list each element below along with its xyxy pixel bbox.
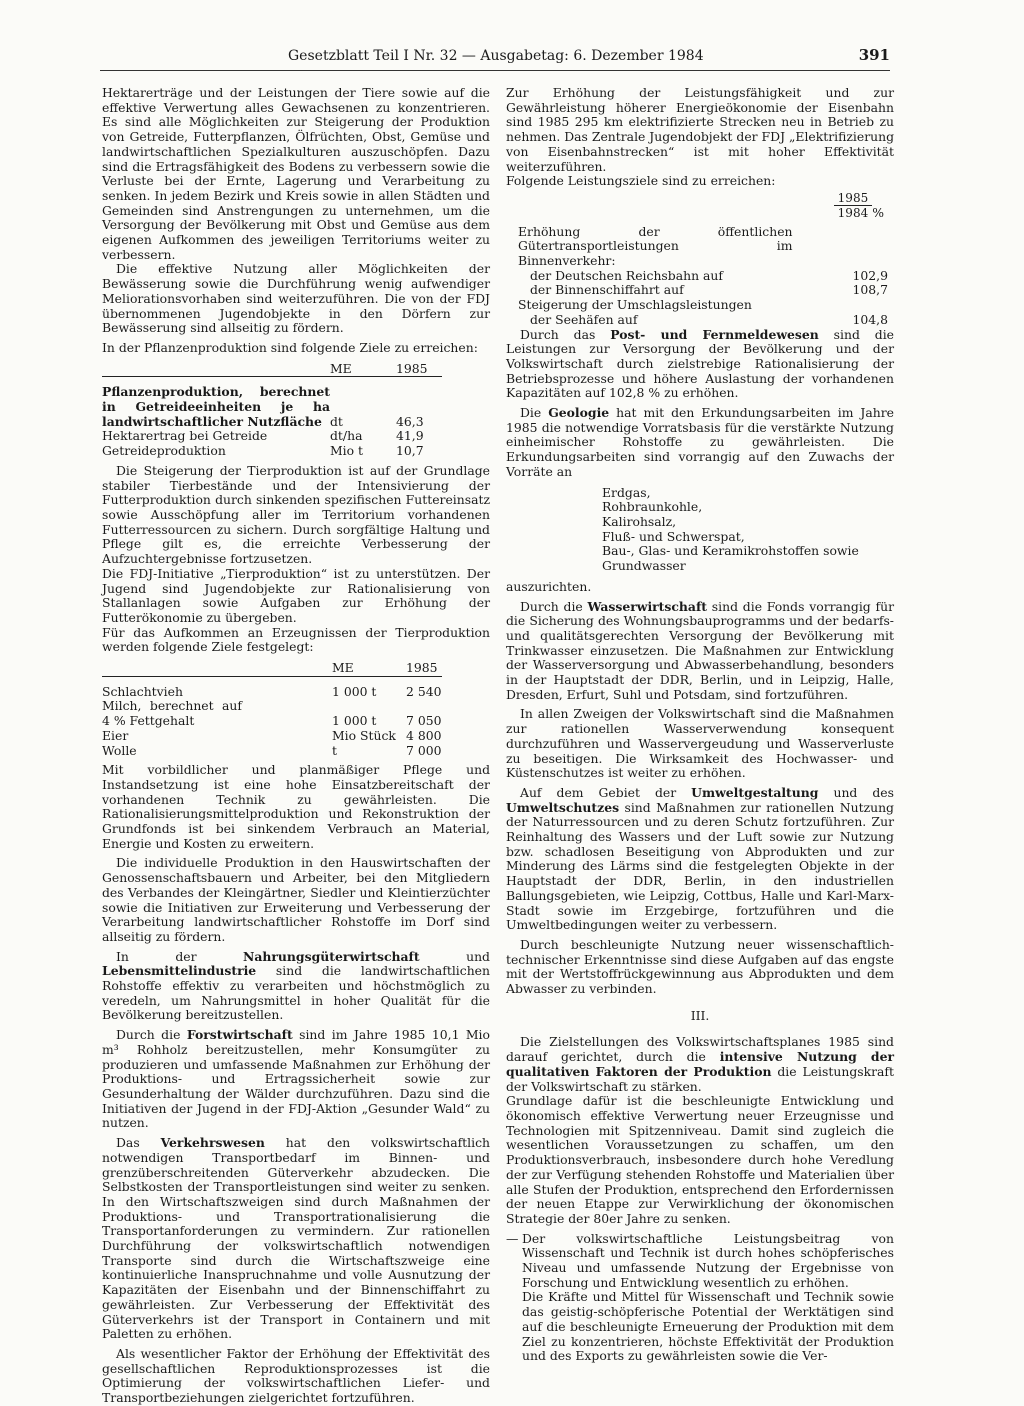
paragraph: Durch die Forstwirtschaft sind im Jahre 1985 10,1 Mio m³ Rohholz bereitzustellen, mehr Konsumgüter zu produzieren und umfassende Maßnahmen zur Erhöhung der Produktions- und Ertragssicherheit sowie zur Gesunderhaltung der Wälder durchzuführen. Dazu sind die Initiativen der Jugend in der FDJ-Aktion „Gesunder Wald“ zu nutzen. [102,1027,490,1131]
col-header-year: 1985 [406,661,442,676]
list-item: Grundwasser [602,558,686,574]
paragraph: auszurichten. [506,578,592,594]
page-header [100,44,890,71]
paragraph: Auf dem Gebiet der Umweltgestaltung und des Umweltschutzes sind Maßnahmen zur rationellen Nutzung der Naturressourcen und zu deren Schutz fortzuführen. Zur Reinhaltung des Wassers und der Luft sowie zur Nutzung bzw. schadlosen Beseitigung von Abprodukten und zur Minderung des Lärms sind die festgelegten Objekte in der Hauptstadt der DDR, Berlin, in den industriellen Ballungsgebieten, wie Leipzig, Cottbus, Halle und Karl-Marx-Stadt sowie im Erzgebirge, fortzuführen und die Umweltbedingungen weiter zu verbessern. [506,784,894,933]
right-column [506,86,894,1364]
paragraph: Für das Aufkommen an Erzeugnissen der Tierproduktion werden folgende Ziele festgelegt: [102,624,490,655]
paragraph: Durch beschleunigte Nutzung neuer wissenschaftlich-technischer Erkenntnisse sind diese Aufgaben auf das engste mit der Wertstoffrückgewinnung aus Abprodukten und dem Abwasser zu verbinden. [506,936,894,997]
paragraph: Die individuelle Produktion in den Hauswirtschaften der Genossenschaftsbauern und Arbeiter, bei den Mitgliedern des Verbandes der Kleingärtner, Siedler und Kleintierzüchter sowie die Initiativen zur Erweiterung und Verbesserung der Verarbeitung landwirtschaftlicher Rohstoffe im Dorf sind allseitig zu fördern. [102,855,490,944]
col-header-year: 1985 [396,362,442,377]
paragraph: Durch das Post- und Fernmeldewesen sind die Leistungen zur Versorgung der Bevölkerung und der Volkswirtschaft durch zielstrebige Rationalisierung der Betriebsprozesse und höhere Auslastung der vorhandenen Kapazitäten auf 102,8 % zu erhöhen. [506,326,894,401]
transport-table: Erhöhung der öffentlichen Gütertransportleistungen im Binnenverkehr: der Deutschen Reichsbahn auf 102,9 der Binnenschiffahrt auf 108,7 Steigerung der Umschlagsleistungen der Seehäfen auf 104,8 [518,223,888,327]
list-item: Rohbraunkohle, [602,499,703,515]
paragraph: Grundlage dafür ist die beschleunigte Entwicklung und ökonomisch effektive Verwertung neuer Erzeugnisse und Technologien mit Spitzenniveau. Damit sind zugleich die wesentlichen Voraussetzungen zu schaffen, um den Produktionsverbrauch, insbesondere durch hohe Veredlung der zur Verfügung stehenden Rohstoffe und Materialien über alle Stufen der Produktion, entsprechend den Erfordernissen der neuen Etappe zur Verwirklichung der ökonomischen Strategie der 80er Jahre zu senken. [506,1093,894,1226]
paragraph: Durch die Wasserwirtschaft sind die Fonds vorrangig für die Sicherung des Wohnungsbauprogramms und der bedarfs- und qualitätsgerechten Versorgung der Bevölkerung mit Trinkwasser einzusetzen. Die Maßnahmen zur Entwicklung der Wasserversorgung und Abwasserbehandlung, besonders in der Hauptstadt der DDR, Berlin, und in Leipzig, Halle, Dresden, Erfurt, Suhl und Potsdam, sind fortzuführen. [506,598,894,702]
paragraph: Der volkswirtschaftliche Leistungsbeitrag von Wissenschaft und Technik ist durch hohes schöpferisches Niveau und umfassende Nutzung der Ergebnisse von Forschung und Entwicklung wesentlich zu erhöhen. [522,1230,894,1290]
section-heading: III. [690,1007,710,1023]
table-row: der Binnenschiffahrt auf 108,7 [530,282,888,298]
table-row: Schlachtvieh 1 000 t 2 540 [102,683,442,699]
list-item: Kalirohsalz, [602,513,677,529]
table-row: Wolle t 7 000 [102,742,442,758]
paragraph: Die FDJ-Initiative „Tierproduktion“ ist zu unterstützen. Der Jugend sind Jugendobjekte zur Rationalisierung von Stallanlagen sowie Aufgaben zur Erhöhung der Futterökonomie zu übergeben. [102,565,490,625]
list-item: Erdgas, [602,484,651,500]
paragraph: Mit vorbildlicher und planmäßiger Pflege und Instandsetzung ist eine hohe Einsatzbereitschaft der vorhandenen Technik zu gewährleisten. Die Rationalisierungsmittelproduktion und Rekonstruktion der Grundfonds ist bei sinkendem Verbrauch an Material, Energie und Kosten zu erweitern. [102,762,490,851]
resource-list [602,486,894,574]
paragraph: Die effektive Nutzung aller Möglichkeiten der Bewässerung sowie die Durchführung wenig aufwendiger Meliorationsvorhaben sind weiterzuführen. Die von der FDJ übernommenen Jugendobjekte in den Dörfern zur Bewässerung sind allseitig zu fördern. [102,261,490,336]
table-row: Steigerung der Umschlagsleistungen [518,297,752,313]
animal-production-table [102,661,442,758]
left-column [102,86,490,1406]
paragraph: In der Pflanzenproduktion sind folgende Ziele zu erreichen: [102,339,478,355]
header-title: Gesetzblatt Teil I Nr. 32 — Ausgabetag: 6. Dezember 1984 [288,48,704,64]
table-row: der Deutschen Reichsbahn auf 102,9 [530,267,888,283]
paragraph: In der Nahrungsgüterwirtschaft und Lebensmittelindustrie sind die landwirtschaftlichen Rohstoffe effektiv zu verarbeiten und höchstmöglich zu veredeln, um Nahrungsmittel in hoher Qualität für die Bevölkerung bereitzustellen. [102,948,490,1023]
ratio-heading: $\frac{1985}{1984}$ % [506,191,884,221]
table-row: der Seehäfen auf 104,8 [530,311,888,327]
paragraph: Folgende Leistungsziele sind zu erreichen: [506,173,776,189]
paragraph: Die Geologie hat mit den Erkundungsarbeiten im Jahre 1985 die notwendige Vorratsbasis für die verstärkte Nutzung einheimischer Rohstoffe zu gewährleisten. Die Erkundungsarbeiten sind vorrangig auf den Zuwachs der Vorräte an [506,405,894,479]
col-header-me: ME [330,362,396,377]
col-header-me: ME [332,661,406,676]
table-row: Eier Mio Stück 4 800 [102,727,442,743]
dash-list-item: — Der volkswirtschaftliche Leistungsbeitrag von Wissenschaft und Technik ist durch hohes schöpferisches Niveau und umfassende Nutzung der Ergebnisse von Forschung und Entwicklung wesentlich zu erhöhen. Die Kräfte und Mittel für Wissenschaft und Technik sowie das geistig-schöpferische Potential der Werktätigen sind auf die beschleunigte Erneuerung der Produktion mit dem Ziel zu konzentrieren, höchste Effektivität der Produktion und des Exports zu gewährleisten sowie die Ver- [506,1230,894,1364]
paragraph: Die Steigerung der Tierproduktion ist auf der Grundlage stabiler Tierbestände und der Intensivierung der Futterproduktion durch sinkenden spezifischen Futtereinsatz sowie Ausschöpfung aller im Territorium vorhandenen Futterressourcen zu sichern. Durch sorgfältige Haltung und Pflege gilt es, die erreichte Verbesserung der Aufzuchtergebnisse fortzusetzen. [102,462,490,567]
paragraph: In allen Zweigen der Volkswirtschaft sind die Maßnahmen zur rationellen Wasserverwendung konsequent durchzuführen und Wasservergeudung und Wasserverluste zu beseitigen. Die Wirksamkeit des Hochwasser- und Küstenschutzes ist weiter zu erhöhen. [506,706,894,781]
table-row: Getreideproduktion Mio t 10,7 [102,443,424,459]
table-row: Hektarertrag bei Getreide dt/ha 41,9 [102,428,424,444]
list-item: Fluß- und Schwerspat, [602,528,745,544]
paragraph: Hektarerträge und der Leistungen der Tiere sowie auf die effektive Verwertung alles Gewachsenen zu konzentrieren. Es sind alle Möglichkeiten zur Steigerung der Produktion von Getreide, Futterpflanzen, Ölfrüchten, Obst, Gemüse und landwirtschaftlichen Spezialkulturen auszuschöpfen. Dazu sind die Ertragsfähigkeit des Bodens zu verbessern sowie die Verluste bei der Ernte, Lagerung und Verarbeitung zu senken. In jedem Bezirk und Kreis sowie in allen Städten und Gemeinden sind Anstrengungen zu unternehmen, um die Versorgung der Bevölkerung mit Obst und Gemüse aus dem eigenen Aufkommen des jeweiligen Territoriums weiter zu verbessern. [102,85,490,262]
page-number: 391 [858,46,890,64]
paragraph: Die Kräfte und Mittel für Wissenschaft und Technik sowie das geistig-schöpferische Potential der Werktätigen sind auf die beschleunigte Erneuerung der Produktion mit dem Ziel zu konzentrieren, höchste Effektivität der Produktion und des Exports zu gewährleisten sowie die Ver- [522,1289,894,1364]
paragraph: Das Verkehrswesen hat den volkswirtschaftlich notwendigen Transportbedarf im Binnen- und grenzüberschreitenden Güterverkehr abzudecken. Die Selbstkosten der Transportleistungen sind weiter zu senken. In den Wirtschaftszweigen sind durch Maßnahmen der Produktions- und Transportrationalisierung die Transportanforderungen zu vermindern. Zur rationellen Durchführung der volkswirtschaftlich notwendigen Transporte sind durch die Wirtschaftszweige eine kontinuierliche Inanspruchnahme und volle Ausnutzung der Kapazitäten der Eisenbahn und der Binnenschiffahrt zu gewährleisten. Zur Verbesserung der Effektivität des Güterverkehrs ist der Transport in Containern und mit Paletten zu erhöhen. [102,1135,490,1342]
list-item: Bau-, Glas- und Keramikrohstoffen sowie [602,543,859,559]
plant-production-table [102,362,442,459]
paragraph: Als wesentlicher Faktor der Erhöhung der Effektivität des gesellschaftlichen Reproduktionsprozesses ist die Optimierung der volkswirtschaftlichen Liefer- und Transportbeziehungen zielgerichtet fortzuführen. [102,1345,490,1406]
table-row: Pflanzenproduktion, berechnet in Getreideeinheiten je ha landwirtschaftlicher Nutzfläche dt 46,3 [102,384,424,429]
table-row: Milch, berechnet auf 4 % Fettgehalt 1 000 t 7 050 [102,698,442,729]
paragraph: Zur Erhöhung der Leistungsfähigkeit und zur Gewährleistung höherer Energieökonomie der Eisenbahn sind 1985 295 km elektrifizierte Strecken neu in Betrieb zu nehmen. Das Zentrale Jugendobjekt der FDJ „Elektrifizierung von Eisenbahnstrecken“ ist mit hoher Effektivität weiterzuführen. [506,85,895,174]
paragraph: Die Zielstellungen des Volkswirtschaftsplanes 1985 sind darauf gerichtet, durch die intensive Nutzung der qualitativen Faktoren der Produktion die Leistungskraft der Volkswirtschaft zu stärken. [506,1034,895,1094]
